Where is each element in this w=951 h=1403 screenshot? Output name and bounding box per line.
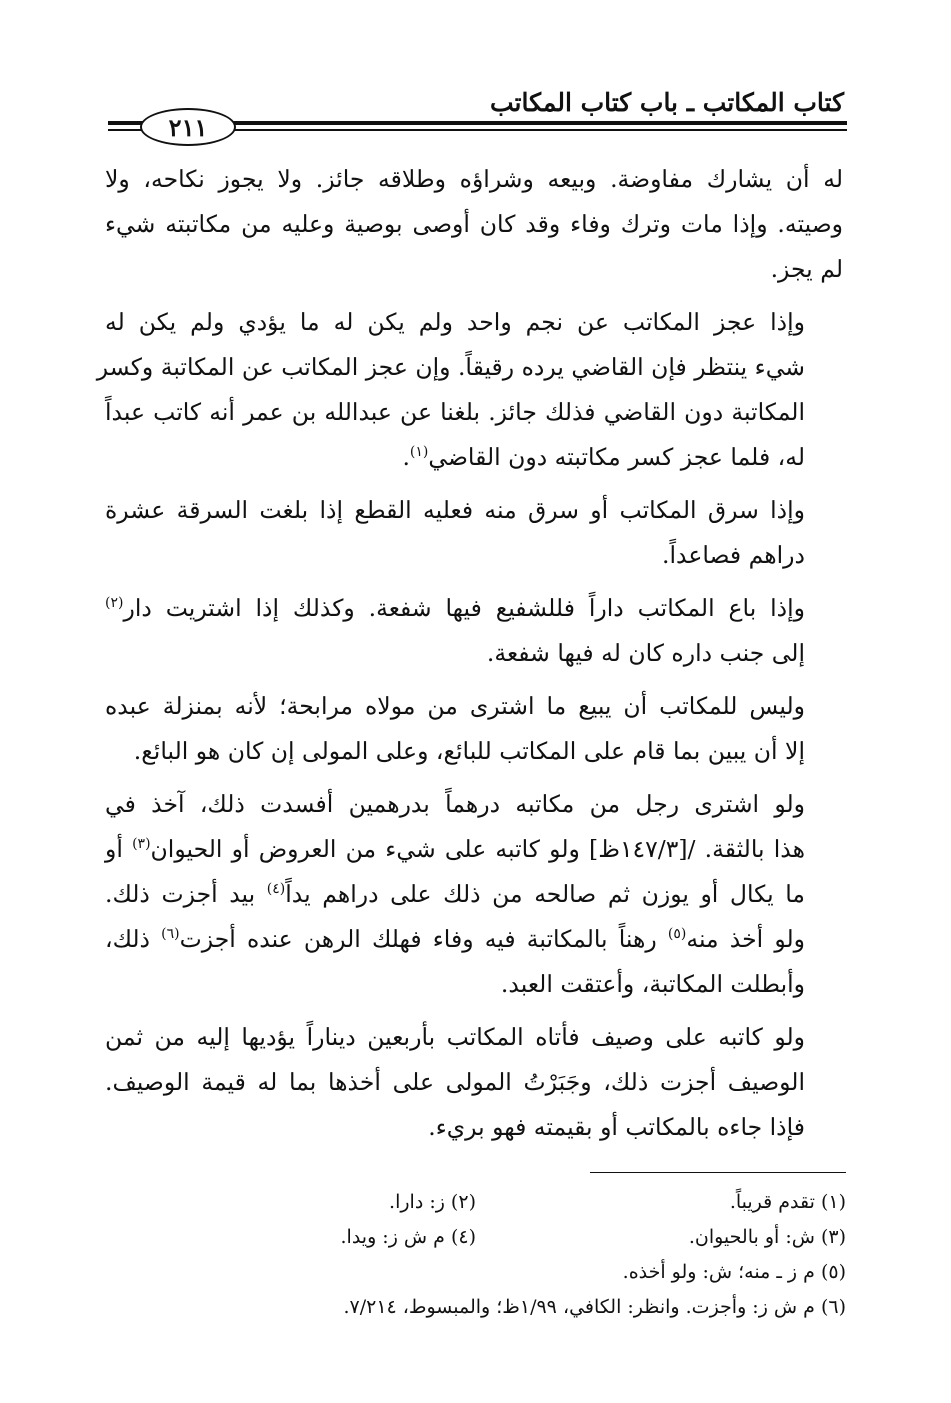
footnote-5: (٥) م ز ـ منه؛ ش: ولو أخذه. bbox=[622, 1261, 846, 1283]
text-run: وإذا باع المكاتب داراً فللشفيع فيها شفعة. وكذلك إذا اشتريت دار bbox=[123, 594, 805, 622]
text-line: الوصيف أجزت ذلك، وجَبَرْتُ المولى على أخذها بما له قيمة الوصيف. bbox=[105, 1068, 805, 1096]
paragraph-1 bbox=[105, 157, 843, 292]
text-run: هذا بالثقة. /[١٤٧/٣ظ] ولو كاتبه على شيء من العروض أو الحيوان bbox=[150, 835, 805, 863]
text-line: إلى جنب داره كان له فيها شفعة. bbox=[486, 639, 805, 667]
text-line bbox=[105, 917, 843, 962]
text-line bbox=[105, 435, 843, 480]
text-line bbox=[105, 586, 843, 631]
text-line: وليس للمكاتب أن يبيع ما اشترى من مولاه مرابحة؛ لأنه بمنزلة عبده bbox=[105, 692, 805, 720]
page-number-badge bbox=[140, 108, 236, 146]
footnote-6: (٦) م ش ز: وأجزت. وانظر: الكافي، ١/٩٩ظ؛ والمبسوط، ٧/٢١٤. bbox=[343, 1296, 846, 1318]
footnote-2: (٢) ز: دارا. bbox=[389, 1191, 476, 1213]
text-line: دراهم فصاعداً. bbox=[662, 541, 805, 569]
text-line: شيء ينتظر فإن القاضي يرده رقيقاً. وإن عجز المكاتب عن المكاتبة وكسر bbox=[96, 353, 805, 381]
text-line: وأبطلت المكاتبة، وأعتقت العبد. bbox=[500, 970, 805, 998]
text-run: له، فلما عجز كسر مكاتبته دون القاضي bbox=[428, 443, 805, 471]
main-text bbox=[96, 157, 843, 1158]
text-run: ذلك، bbox=[105, 925, 162, 953]
footnote-ref-1: (١) bbox=[409, 444, 429, 461]
text-run: بيد أجزت ذلك. bbox=[105, 880, 267, 908]
text-line: له أن يشارك مفاوضة. وبيعه وشراؤه وطلاقه جائز. ولا يجوز نكاحه، ولا bbox=[105, 165, 843, 193]
text-line: وصيته. وإذا مات وترك وفاء وقد كان أوصى بوصية وعليه من مكاتبته شيء bbox=[105, 210, 843, 238]
text-line bbox=[105, 872, 843, 917]
paragraph-4 bbox=[105, 586, 843, 676]
footnote-3: (٣) ش: أو بالحيوان. bbox=[688, 1226, 846, 1248]
page-number: ٢١١ bbox=[168, 112, 208, 142]
text-line: وإذا سرق المكاتب أو سرق منه فعليه القطع إذا بلغت السرقة عشرة bbox=[105, 496, 805, 524]
paragraph-7 bbox=[105, 1015, 843, 1150]
footnote-ref-2: (٢) bbox=[105, 595, 124, 612]
footnote-ref-4: (٤) bbox=[266, 881, 286, 898]
text-line: إلا أن يبين بما قام على المكاتب للبائع، وعلى المولى إن كان هو البائع. bbox=[133, 737, 805, 765]
text-run: ما يكال أو يوزن ثم صالحه من ذلك على دراهم يداً bbox=[285, 880, 805, 908]
footnote-row bbox=[104, 1185, 846, 1220]
text-run: . bbox=[402, 443, 410, 471]
text-line: فإذا جاءه بالمكاتب أو بقيمته فهو بريء. bbox=[428, 1113, 805, 1141]
text-line: لم يجز. bbox=[770, 255, 843, 283]
paragraph-2 bbox=[96, 300, 843, 480]
footnote-ref-3: (٣) bbox=[132, 836, 151, 853]
footnote-separator bbox=[590, 1172, 846, 1173]
paragraph-5 bbox=[105, 684, 843, 774]
running-header-title: كتاب المكاتب ـ باب كتاب المكاتب bbox=[489, 88, 844, 117]
text-run: ولو أخذ منه bbox=[686, 925, 805, 953]
text-line: ولو اشترى رجل من مكاتبه درهماً بدرهمين أفسدت ذلك، آخذ في bbox=[105, 790, 805, 818]
text-run: رهناً بالمكاتبة فيه وفاء فهلك الرهن عنده أجزت bbox=[179, 925, 668, 953]
text-line: ولو كاتبه على وصيف فأتاه المكاتب بأربعين ديناراً يؤديها إليه من ثمن bbox=[105, 1023, 805, 1051]
footnote-ref-6: (٦) bbox=[161, 926, 180, 943]
text-line: المكاتبة دون القاضي فذلك جائز. بلغنا عن عبدالله بن عمر أنه كاتب عبداً bbox=[105, 398, 805, 426]
footnote-4: (٤) م ش ز: ويدا. bbox=[340, 1226, 476, 1248]
paragraph-6 bbox=[105, 782, 843, 1007]
footnote-row bbox=[104, 1220, 846, 1255]
text-run: أو bbox=[105, 835, 133, 863]
paragraph-3 bbox=[105, 488, 843, 578]
footnote-ref-5: (٥) bbox=[667, 926, 687, 943]
footnotes bbox=[104, 1185, 846, 1325]
text-line: وإذا عجز المكاتب عن نجم واحد ولم يكن له ما يؤدي ولم يكن له bbox=[105, 308, 805, 336]
footnote-1: (١) تقدم قريباً. bbox=[729, 1191, 846, 1213]
text-line bbox=[105, 827, 843, 872]
